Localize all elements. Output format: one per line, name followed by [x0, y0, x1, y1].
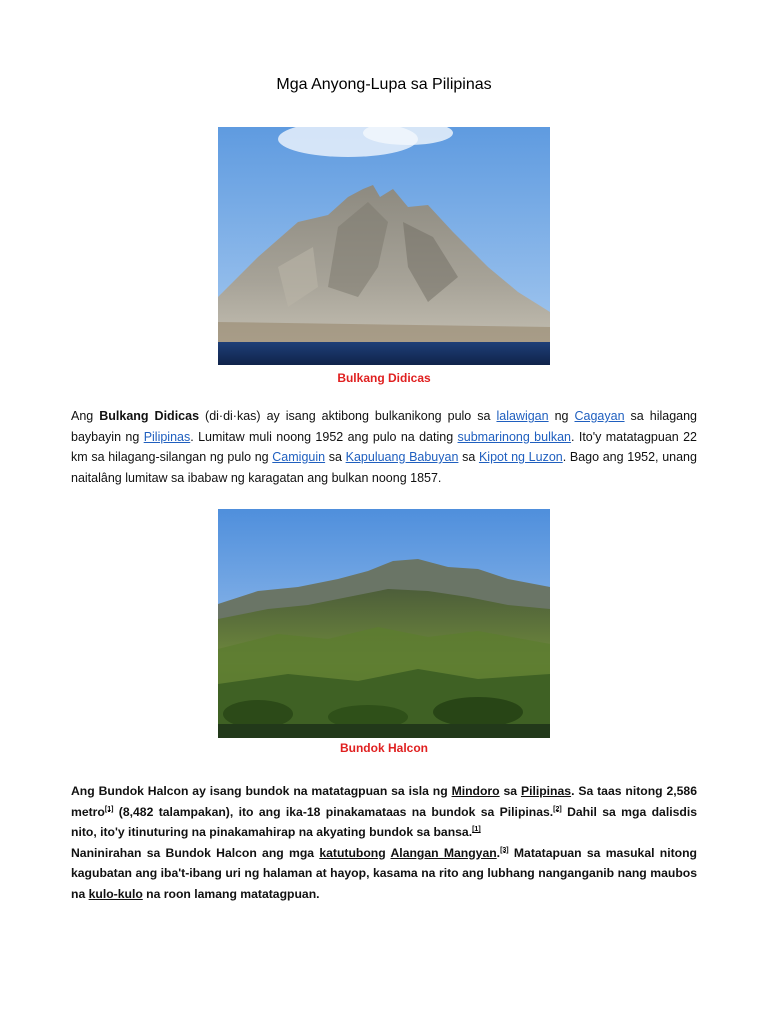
text-run: sa hilagang baybayin ng [71, 409, 698, 444]
text-run: ng [548, 409, 575, 423]
link-camiguin[interactable]: Camiguin [272, 450, 326, 464]
bold-term-didicas: Bulkang Didicas [99, 409, 200, 423]
text-run: Ang Bundok Halcon ay isang bundok na matatagpuan sa isla ng [71, 784, 452, 798]
link-pilipinas[interactable]: Pilipinas [143, 429, 191, 444]
volcano-illustration [218, 127, 550, 365]
didicas-paragraph [71, 406, 697, 488]
reference-sup [472, 826, 481, 833]
mountain-illustration [218, 509, 550, 738]
link-submarinong-bulkan[interactable]: submarinong bulkan [457, 429, 572, 444]
text-run: na roon lamang matatagpuan. [142, 886, 320, 901]
reference-link-3[interactable]: [3] [500, 846, 509, 854]
text-run: Dahil sa mga dalisdis nito, ito'y itinuturing na pinakamahirap na akyating bundok sa bansa. [71, 804, 697, 839]
link-pilipinas[interactable]: Pilipinas [520, 784, 572, 798]
text-run: . Bago ang 1952, unang naitalâng lumitaw sa ibabaw ng karagatan ang bulkan noong 1857. [71, 450, 697, 485]
text-run: Naninirahan sa Bundok Halcon ang mga [71, 845, 320, 860]
link-alangan-mangyan[interactable]: Alangan Mangyan [390, 845, 497, 860]
text-run: sa [458, 450, 479, 464]
text-run: . Lumitaw muli noong 1952 ang pulo na dating [190, 429, 458, 444]
halcon-paragraph [71, 781, 697, 904]
link-kipot-ng-luzon[interactable]: Kipot ng Luzon [478, 450, 563, 464]
link-mindoro[interactable]: Mindoro [451, 784, 500, 798]
text-run: . Sa taas nitong 2,586 metro [71, 784, 697, 819]
mountain-photo [218, 509, 550, 738]
link-lalawigan[interactable]: lalawigan [496, 409, 549, 423]
text-run: . Ito'y matatagpuan 22 km sa hilagang-silangan ng pulo ng [71, 429, 698, 464]
link-katutubong[interactable]: katutubong [319, 845, 386, 860]
text-run: Matatapuan sa masukal nitong kagubatan ang iba't-ibang uri ng halaman at hayop, kasama na rito ang lubhang nanganganib nang maubos na [71, 845, 697, 901]
reference-link-1b[interactable]: [1] [472, 825, 481, 833]
link-cagayan[interactable]: Cagayan [574, 409, 625, 423]
reference-sup [553, 805, 562, 812]
text-run: sa [325, 450, 346, 464]
mountain-caption: Bundok Halcon [339, 741, 428, 755]
volcano-caption: Bulkang Didicas [337, 371, 431, 385]
volcano-photo [218, 127, 550, 365]
text-run: (8,482 talampakan), ito ang ika-18 pinakamataas na bundok sa Pilipinas. [113, 804, 554, 819]
text-run: Ang [71, 409, 100, 423]
reference-sup [500, 846, 509, 853]
link-kulo-kulo[interactable]: kulo-kulo [88, 886, 143, 901]
text-run: . [496, 845, 501, 860]
reference-link-1[interactable]: [1] [104, 805, 114, 813]
text-run: sa [499, 784, 521, 798]
text-run: (di·di·kas) ay isang aktibong bulkanikong pulo sa [199, 409, 497, 423]
reference-link-2[interactable]: [2] [553, 805, 562, 813]
link-kapuluang-babuyan[interactable]: Kapuluang Babuyan [345, 450, 459, 464]
page-title: Mga Anyong-Lupa sa Pilipinas [276, 76, 492, 93]
